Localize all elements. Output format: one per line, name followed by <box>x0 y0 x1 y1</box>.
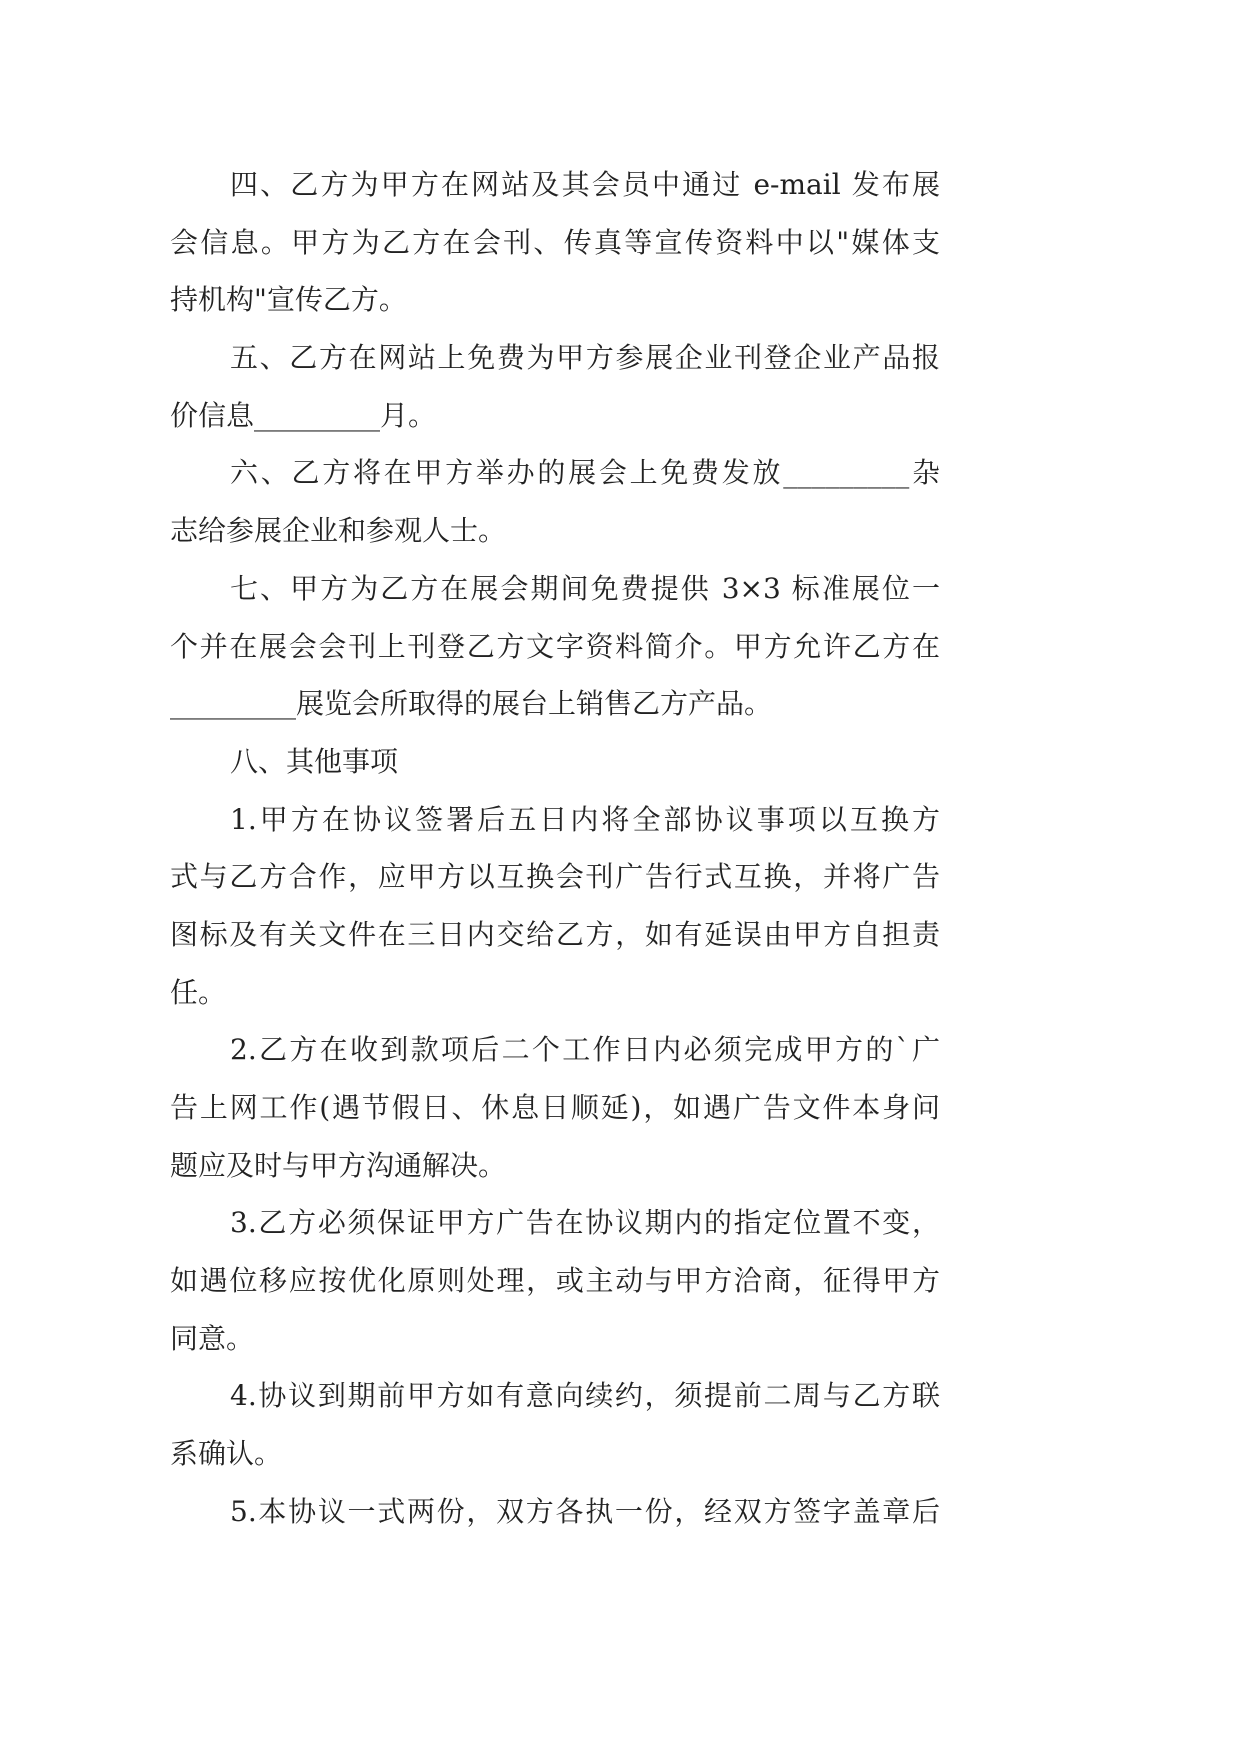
paragraph-line: 系确认。 <box>170 1437 283 1471</box>
paragraph-item-4 <box>170 1367 940 1482</box>
paragraph-line: 任。 <box>170 975 227 1009</box>
paragraph-line: 式与乙方合作，应甲方以互换会刊广告行式互换，并将广告 <box>170 860 940 894</box>
paragraph-line: 七、甲方为乙方在展会期间免费提供 3×3 标准展位一 <box>230 571 940 605</box>
paragraph-item-5 <box>170 1483 940 1541</box>
paragraph-line: 持机构"宣传乙方。 <box>170 283 407 317</box>
paragraph-line: 会信息。甲方为乙方在会刊、传真等宣传资料中以"媒体支 <box>170 225 940 259</box>
paragraph-line: 个并在展会会刊上刊登乙方文字资料简介。甲方允许乙方在 <box>170 629 940 663</box>
paragraph-line: 1.甲方在协议签署后五日内将全部协议事项以互换方 <box>230 802 940 836</box>
paragraph-line: 5.本协议一式两份，双方各执一份，经双方签字盖章后 <box>230 1494 940 1528</box>
paragraph-line: 2.乙方在收到款项后二个工作日内必须完成甲方的`广 <box>230 1033 940 1067</box>
paragraph-line: 告上网工作(遇节假日、休息日顺延)，如遇广告文件本身问 <box>170 1091 940 1124</box>
paragraph-line: 四、乙方为甲方在网站及其会员中通过 e-mail 发布展 <box>230 168 940 201</box>
paragraph-line: 题应及时与甲方沟通解决。 <box>170 1148 507 1182</box>
paragraph-line: 五、乙方在网站上免费为甲方参展企业刊登企业产品报 <box>230 341 940 375</box>
paragraph-clause-6 <box>170 444 940 559</box>
paragraph-line: _________展览会所取得的展台上销售乙方产品。 <box>170 687 773 721</box>
paragraph-line: 同意。 <box>170 1321 255 1355</box>
section-heading-other-matters <box>170 733 940 791</box>
paragraph-line: 价信息_________月。 <box>170 398 437 432</box>
paragraph-clause-7 <box>170 560 940 733</box>
document-body <box>170 156 940 1541</box>
paragraph-clause-5 <box>170 329 940 444</box>
paragraph-item-3 <box>170 1194 940 1367</box>
section-heading: 八、其他事项 <box>230 744 399 778</box>
paragraph-line: 六、乙方将在甲方举办的展会上免费发放_________杂 <box>230 456 940 490</box>
paragraph-line: 3.乙方必须保证甲方广告在协议期内的指定位置不变， <box>230 1206 940 1240</box>
paragraph-item-2 <box>170 1021 940 1194</box>
paragraph-item-1 <box>170 791 940 1022</box>
paragraph-line: 4.协议到期前甲方如有意向续约，须提前二周与乙方联 <box>230 1379 940 1413</box>
paragraph-line: 志给参展企业和参观人士。 <box>170 514 507 548</box>
paragraph-line: 图标及有关文件在三日内交给乙方，如有延误由甲方自担责 <box>170 917 940 951</box>
paragraph-clause-4 <box>170 156 940 329</box>
paragraph-line: 如遇位移应按优化原则处理，或主动与甲方洽商，征得甲方 <box>170 1264 940 1298</box>
